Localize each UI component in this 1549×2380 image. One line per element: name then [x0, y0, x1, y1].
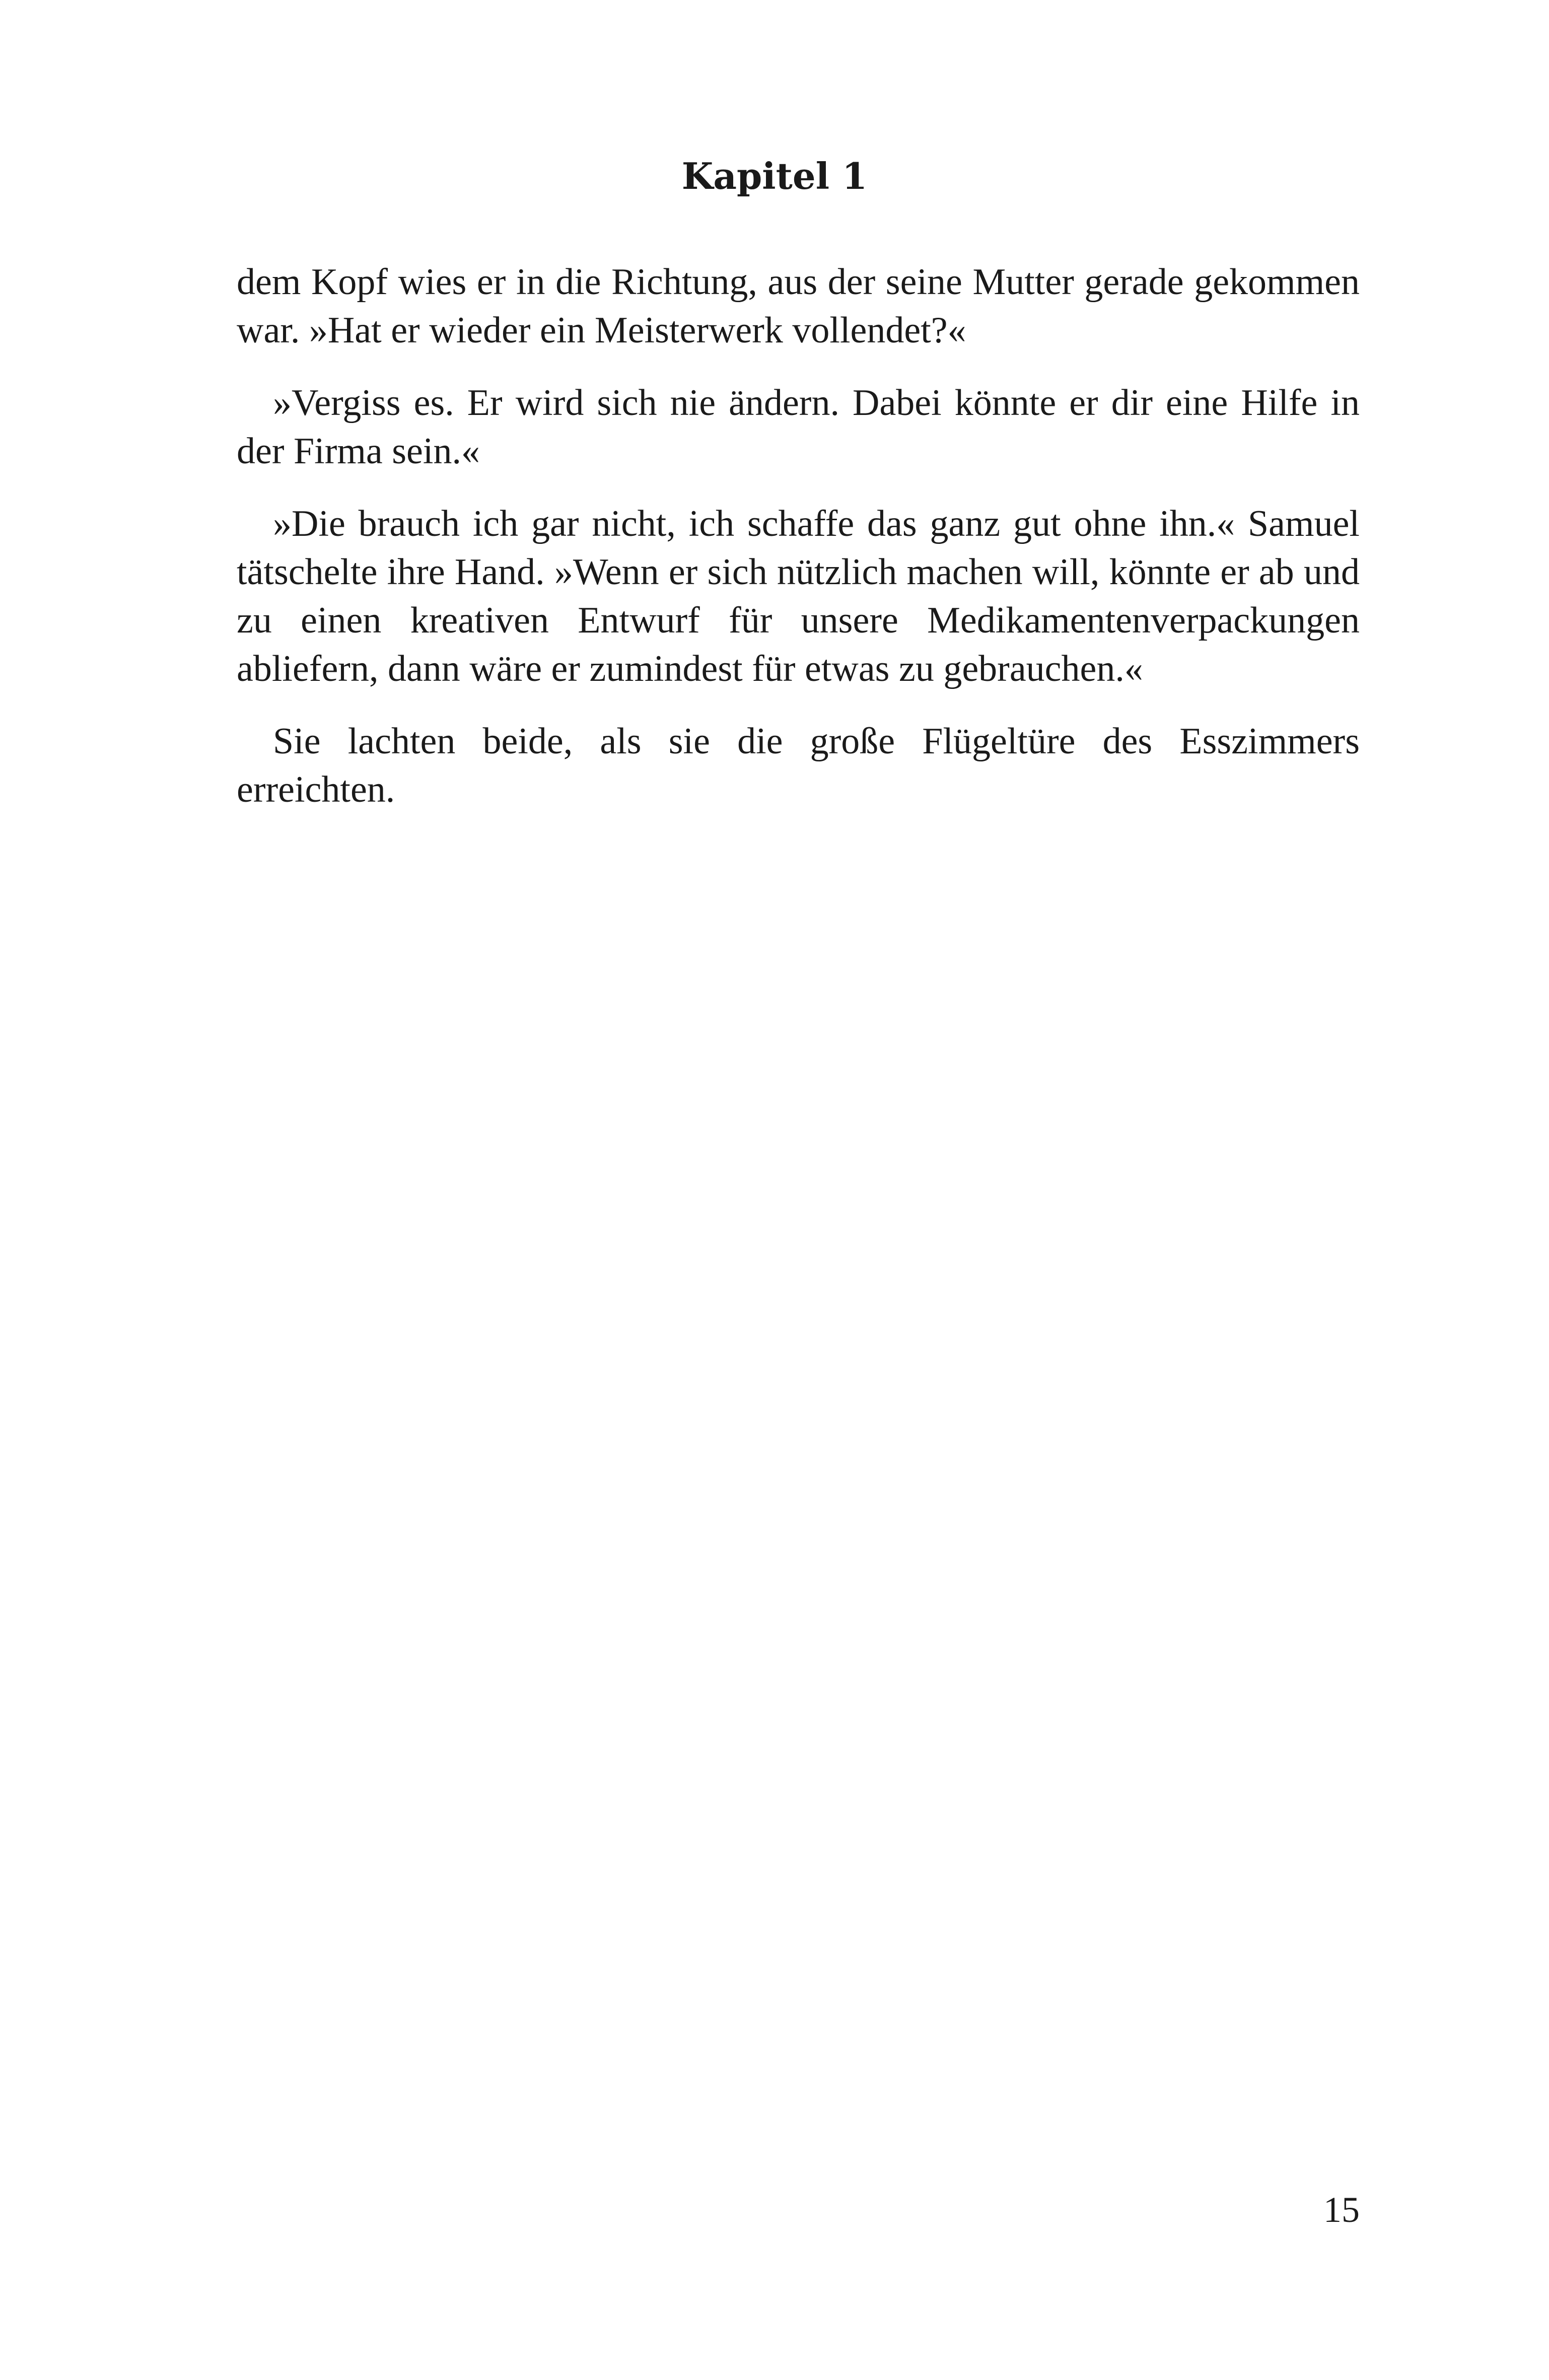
- paragraph: Sie lachten beide, als sie die große Flügeltüre des Esszimmers erreichten.: [237, 721, 1360, 810]
- paragraph-continued: dem Kopf wies er in die Richtung, aus der seine Mutter gerade gekommen war. »Hat er wieder ein Meisterwerk vollendet?«: [237, 261, 1360, 351]
- page-number: 15: [1323, 2190, 1360, 2230]
- running-header-chapter: Kapitel 1: [681, 155, 868, 197]
- paragraph: »Die brauch ich gar nicht, ich schaffe das ganz gut ohne ihn.« Samuel tätschelte ihre Hand. »Wenn er sich nützlich machen will, könnte er ab und zu einen kreativen Entwurf für unsere Medikamentenverpackungen abliefern, dann wäre er zumindest für etwas zu gebrauchen.«: [237, 503, 1360, 689]
- body-text: [237, 258, 1360, 838]
- paragraph: »Vergiss es. Er wird sich nie ändern. Dabei könnte er dir eine Hilfe in der Firma sein.«: [237, 382, 1360, 472]
